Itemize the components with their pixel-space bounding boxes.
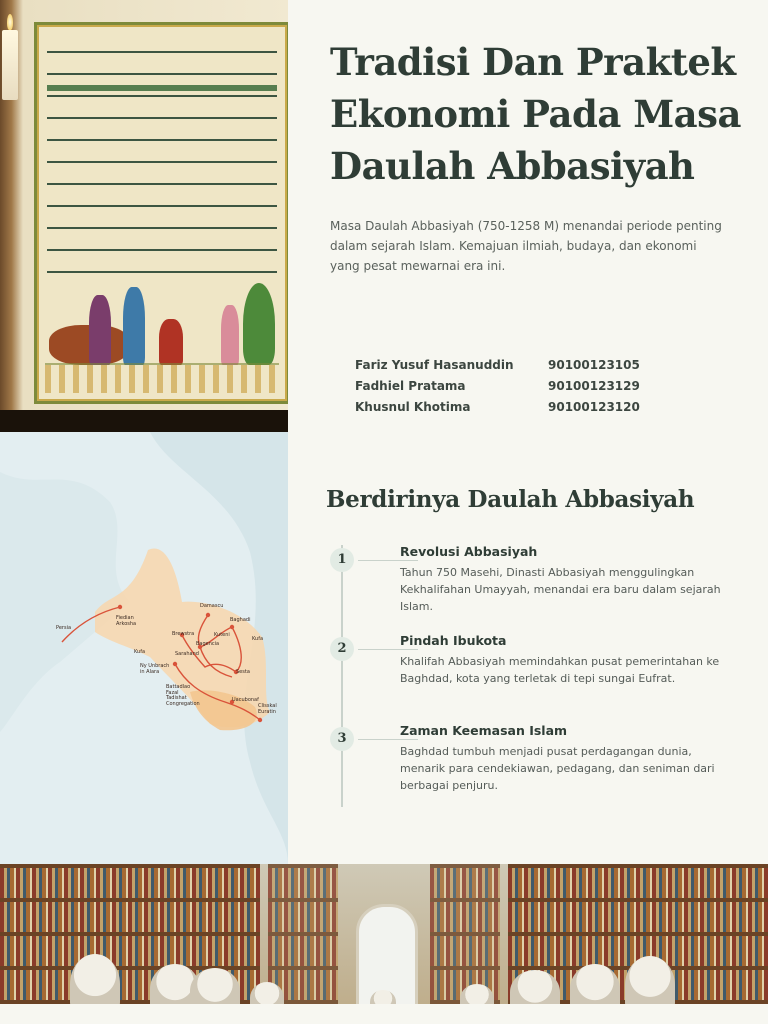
section-title: Berdirinya Daulah Abbasiyah: [326, 486, 695, 513]
author-id: 90100123105: [548, 357, 640, 372]
manuscript-border: [45, 363, 279, 393]
timeline-line: [341, 545, 343, 807]
step-description: Tahun 750 Masehi, Dinasti Abbasiyah menggulingkan Kekhalifahan Umayyah, menandai era baru dalam sejarah Islam.: [400, 566, 721, 613]
map-label: Uacubonaf: [232, 697, 259, 703]
map-label: Kuteni: [214, 632, 230, 638]
scholar-figure: [570, 964, 620, 1004]
scholar-figure: [250, 982, 284, 1004]
map-label: Bagencia: [196, 641, 220, 647]
page-title: Tradisi Dan Praktek Ekonomi Pada Masa Daulah Abbasiyah: [330, 40, 741, 188]
step-number-badge: 2: [330, 637, 354, 661]
arabic-calligraphy: [47, 37, 277, 287]
step-title: Zaman Keemasan Islam: [400, 723, 568, 738]
intro-paragraph: Masa Daulah Abbasiyah (750-1258 M) menandai periode penting dalam sejarah Islam. Kemajuan ilmiah, budaya, dan ekonomi yang pesat mewarnai era ini.: [330, 219, 722, 273]
author-row: [355, 375, 655, 396]
scholar-figure: [625, 956, 675, 1004]
map-label: Kufa: [252, 636, 264, 642]
map-label: Damascu: [200, 603, 224, 609]
author-name: Fariz Yusuf Hasanuddin: [355, 357, 514, 372]
map-label: Persia: [56, 625, 72, 631]
scholar-figure: [370, 990, 396, 1004]
scholar-figure: [190, 968, 240, 1004]
author-name: Khusnul Khotima: [355, 399, 471, 414]
illustrated-figures: [49, 275, 275, 365]
tree-figure: [243, 283, 275, 365]
author-row: [355, 354, 655, 375]
map-graphic: [0, 432, 288, 864]
step-connector: [358, 739, 418, 740]
manuscript-image: [0, 0, 288, 432]
library-image: [0, 864, 768, 1004]
map-label: Baghadi: [230, 617, 251, 623]
map-label: Kufa: [134, 649, 146, 655]
step-description: Khalifah Abbasiyah memindahkan pusat pemerintahan ke Baghdad, kota yang terletak di tepi sungai Eufrat.: [400, 655, 720, 685]
candle: [2, 30, 18, 100]
map-label: Fiedian Arkosha: [116, 615, 137, 627]
author-id: 90100123129: [548, 378, 640, 393]
author-list: [355, 354, 655, 417]
step-title: Pindah Ibukota: [400, 633, 507, 648]
author-id: 90100123120: [548, 399, 640, 414]
map-label: Battadlao Fazal Tadishat Congregation: [166, 684, 200, 707]
step-connector: [358, 560, 418, 561]
author-name: Fadhiel Pratama: [355, 378, 466, 393]
map-label: Sarahand: [175, 651, 199, 657]
map-image: [0, 432, 288, 864]
scholar-figure: [460, 984, 494, 1004]
scholar-figure: [510, 970, 560, 1004]
map-label: Clisskal Euratin: [258, 703, 277, 715]
shadow-strip: [0, 410, 288, 432]
step-title: Revolusi Abbasiyah: [400, 544, 538, 559]
figure-person: [89, 295, 111, 365]
map-label: Ny Unbrach in Alara: [140, 663, 170, 675]
bottom-strip: [0, 1004, 768, 1024]
step-number-badge: 3: [330, 727, 354, 751]
candle-flame: [7, 14, 13, 30]
step-number-badge: 1: [330, 548, 354, 572]
map-label: Brewstra: [172, 631, 195, 637]
manuscript-page: [34, 22, 288, 404]
figure-person: [221, 305, 239, 365]
figure-person: [123, 287, 145, 365]
step-description: Baghdad tumbuh menjadi pusat perdagangan dunia, menarik para cendekiawan, pedagang, dan seniman dari berbagai penjuru.: [400, 745, 715, 792]
figure-person: [159, 319, 183, 365]
scholars: [0, 944, 768, 1004]
scholar-figure: [70, 954, 120, 1004]
step-connector: [358, 649, 418, 650]
map-label: Sesta: [236, 669, 250, 675]
author-row: [355, 396, 655, 417]
